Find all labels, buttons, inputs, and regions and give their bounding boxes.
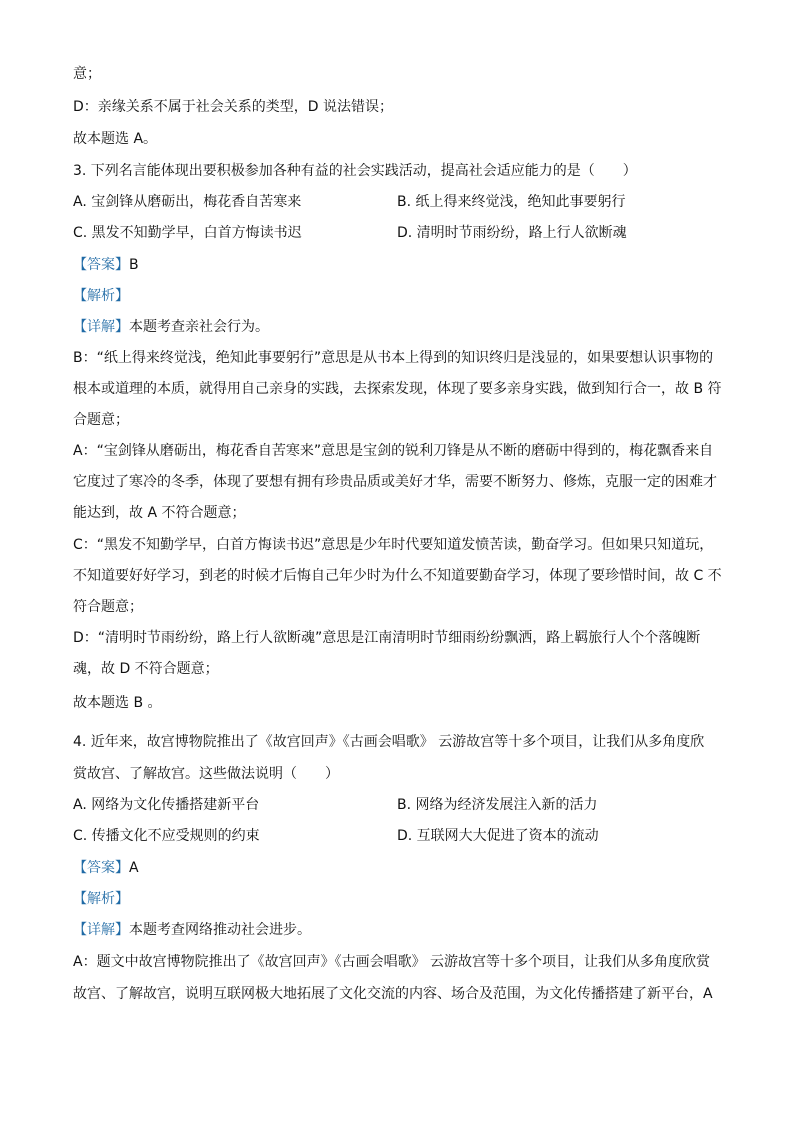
q3-analysis-text: A：“宝剑锋从磨砺出，梅花香自苦寒来”意思是宝剑的锐利刀锋是从不断的磨砺中得到的，梅花飘香来自 bbox=[73, 443, 714, 459]
q2-tail-line-2: D：亲缘关系不属于社会关系的类型，D 说法错误； bbox=[73, 99, 394, 115]
detail-tag: 【详解】 bbox=[73, 319, 129, 335]
q4-answer-value: A bbox=[129, 860, 139, 876]
q3-analysis-text: 不知道要好好学习，到老的时候才后悔自己年少时为什么不知道要勤奋学习，体现了要珍惜时间，故 C 不 bbox=[73, 568, 722, 584]
q3-analysis-tag bbox=[73, 286, 129, 306]
q3-detail-intro: 本题考查亲社会行为。 bbox=[129, 319, 269, 335]
q3-analysis-text: D：“清明时节雨纷纷，路上行人欲断魂”意思是江南清明时节细雨纷纷飘洒，路上羁旅行人个个落魄断 bbox=[73, 630, 701, 646]
q3-conclusion: 故本题选 B 。 bbox=[73, 695, 162, 711]
q4-analysis-text: 故宫、了解故宫，说明互联网极大地拓展了文化交流的内容、场合及范围，为文化传播搭建了新平台，A bbox=[73, 986, 713, 1002]
q3-analysis-text: 魂，故 D 不符合题意； bbox=[73, 661, 219, 677]
q3-analysis-text: 能达到，故 A 不符合题意； bbox=[73, 505, 246, 521]
q3-option-b: B. 纸上得来终觉浅，绝知此事要躬行 bbox=[397, 194, 626, 210]
q3-option-c: C. 黑发不知勤学早，白首方悔读书迟 bbox=[73, 225, 302, 241]
q4-option-a: A. 网络为文化传播搭建新平台 bbox=[73, 797, 260, 813]
q3-analysis-text: B：“纸上得来终觉浅，绝知此事要躬行”意思是从书本上得到的知识终归是浅显的，如果要想认识事物的 bbox=[73, 350, 714, 366]
q3-answer-value: B bbox=[129, 257, 139, 273]
q4-option-b: B. 网络为经济发展注入新的活力 bbox=[397, 797, 598, 813]
q4-option-c: C. 传播文化不应受规则的约束 bbox=[73, 828, 260, 844]
q4-analysis-tag bbox=[73, 889, 129, 909]
answer-tag: 【答案】 bbox=[73, 257, 129, 273]
q4-option-d: D. 互联网大大促进了资本的流动 bbox=[397, 828, 599, 844]
q3-analysis-text: 根本或道理的本质，就得用自己亲身的实践，去探索发现，体现了要多亲身实践，做到知行合一，故 B 符 bbox=[73, 381, 722, 397]
q3-stem: 3. 下列名言能体现出要积极参加各种有益的社会实践活动，提高社会适应能力的是（ ） bbox=[73, 163, 637, 179]
q3-analysis-text: C：“黑发不知勤学早，白首方悔读书迟”意思是少年时代要知道发愤苦读，勤奋学习。但如果只知道玩， bbox=[73, 537, 714, 553]
q3-answer-line bbox=[73, 255, 139, 275]
answer-tag: 【答案】 bbox=[73, 860, 129, 876]
analysis-tag: 【解析】 bbox=[73, 288, 129, 304]
q4-detail-line bbox=[73, 920, 311, 940]
q4-stem-line-2: 赏故宫、了解故宫。这些做法说明（ ） bbox=[73, 766, 339, 782]
q3-analysis-text: 符合题意； bbox=[73, 599, 143, 615]
q4-detail-intro: 本题考查网络推动社会进步。 bbox=[129, 922, 311, 938]
q3-option-d: D. 清明时节雨纷纷，路上行人欲断魂 bbox=[397, 225, 627, 241]
q3-analysis-text: 它度过了寒冷的冬季，体现了要想有拥有珍贵品质或美好才华，需要不断努力、修炼，克服一定的困难才 bbox=[73, 474, 717, 490]
q4-answer-line bbox=[73, 858, 139, 878]
analysis-tag: 【解析】 bbox=[73, 891, 129, 907]
q2-conclusion: 故本题选 A。 bbox=[73, 131, 158, 147]
q3-detail-line bbox=[73, 317, 269, 337]
q3-analysis-text: 合题意； bbox=[73, 412, 129, 428]
q3-option-a: A. 宝剑锋从磨砺出，梅花香自苦寒来 bbox=[73, 194, 302, 210]
detail-tag: 【详解】 bbox=[73, 922, 129, 938]
q4-stem-line-1: 4. 近年来，故宫博物院推出了《故宫回声》《古画会唱歌》 云游故宫等十多个项目，让我们从多角度欣 bbox=[73, 734, 705, 750]
q2-tail-line-1: 意； bbox=[73, 66, 101, 82]
q4-analysis-text: A：题文中故宫博物院推出了《故宫回声》《古画会唱歌》 云游故宫等十多个项目，让我们从多角度欣赏 bbox=[73, 954, 711, 970]
